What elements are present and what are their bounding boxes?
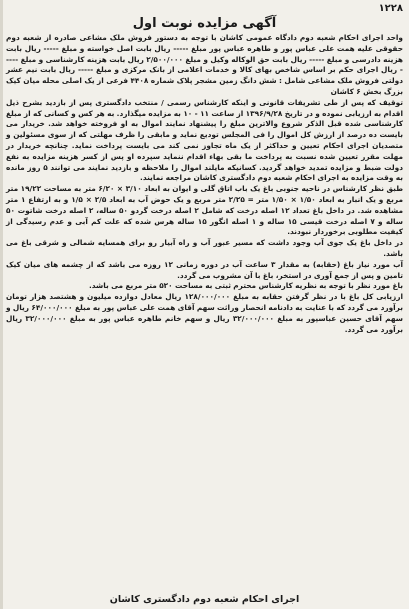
paragraph-expert-description: طبق نظر کارشناس در ناحیه جنوبی باغ یک باب اتاق گلی و ایوان به ابعاد ۳/۱۰ × ۶/۲۰ متر به مساحت ۱۹/۲۲ متر مربع و یک انبار به ابعاد ۱/۵۰ × ۱/۵۰ متر = ۲/۲۵ متر مربع و یک حوض آب به ابعاد ۲/۵ × ۱/۵ و به ارتفاع ۱ متر مشاهده شد. در داخل باغ تعداد ۱۲ اصله درخت که شامل ۲ اصله درخت گردو ۵۰ ساله، ۲ اصله درخت شاتوت ۵۰ ساله و ۷ اصله درخت قیسی ۱۵ ساله و ۱ اصله انگور ۱۵ ساله هرس شده که علت کم آبی و عدم رسیدگی از کیفیت مطلوبی برخوردار نبودند.	[6, 184, 404, 237]
page-edge	[0, 0, 3, 609]
notice-title: آگهی مزایده نوبت اول	[132, 16, 277, 31]
paragraph-water-channel: در داخل باغ یک جوی آب وجود داشت که مسیر عبور آب و راه آبیار رو برای همسایه شمالی و شرقی باغ می باشد.	[6, 238, 403, 258]
paragraph-area: باغ مورد نظر با توجه به نظریه کارشناس محترم ثبتی به مساحت ۵۲۰ متر مربع می باشد.	[89, 281, 403, 291]
notice-body	[6, 33, 403, 335]
paragraph-auction-terms: توقیف که پس از طی تشریفات قانونی و اینکه کارشناس رسمی / منتخب دادگستری پس از بازدید بشرح ذیل اقدام به ارزیابی نموده و در تاریخ ۱۳۹۶/۹/۲۸ از ساعت ۱۱ - ۱۰ به مزایده میگذارد. به هر کس و کسانی که از مبلغ کارشناسی شده قبل الذکر شروع والاترین مبلغ را پیشنهاد نمایند اموال به او فروخته خواهد شد. خریدار می بایست ده درصد از ارزش کل اموال را فی المجلس تودیع نماید و مابقی را ظرف مهلتی که از سوی مسئولین و متصدیان اجرای احکام تعیین و حداکثر از یک ماه تجاوز نمی کند می بایست پرداخت نماید. چنانچه خریدار در مهلت مقرر تعیین شده نسبت به پرداخت ما بقی بهاء اقدام ننماید سپرده او پس از کسر هزینه مزایده به نفع دولت ضبط و مزایده تمدید خواهد گردید. کسانیکه مایلند اموال را ملاحظه و بازدید نمایند می توانند ۵ روز مانده به وقت مزایده به اجرای احکام شعبه دوم دادگستری کاشان مراجعه نمایند.	[6, 97, 404, 183]
paragraph-water-rights: آب مورد نیاز باغ (حقابه) به مقدار ۳ ساعت آب در دوره زمانی ۱۲ روزه می باشد که از چشمه های میان کیک تامین و پس از جمع آوری در استخر، باغ با آن مشروب می گردد.	[6, 259, 403, 280]
paragraph-valuation: ارزیابی کل باغ با در نظر گرفتن حقابه به مبلغ ۱۲۸/۰۰۰/۰۰۰ ریال معادل دوازده میلیون و هشتصد هزار تومان برآورد می گردد که با عنایت به دادنامه انحصار وراثت سهم آقای همت علی عباس پور به مبلغ ۶۴/۰۰۰/۰۰۰ ریال و سهم آقای حسین عباسپور به مبلغ ۳۲/۰۰۰/۰۰۰ ریال و سهم خانم طاهره عباس پور به مبلغ ۳۲/۰۰۰/۰۰۰ ریال برآورد می گردد.	[6, 292, 403, 334]
footer-signature: اجرای احکام شعبه دوم دادگستری کاشان	[109, 594, 300, 605]
paragraph-intro: واحد اجرای احکام شعبه دوم دادگاه عمومی کاشان با توجه به دستور فروش ملک مشاعی صادره از شعبه دوم حقوقی علیه همت علی عباس پور و طاهره عباس پور مبلغ ----- ریال بابت اصل خواسته و مبلغ ----- ریال بابت هزینه دادرسی و مبلغ ----- ریال بابت حق الوکاله وکیل و مبلغ ۲/۵۰۰/۰۰۰ ریال بابت هزینه کارشناسی و مبلغ ----- ریال اجرای حکم بر اساس شاخص بهای کالا و خدمات اعلامی از بانک مرکزی و مبلغ ----- ریال بابت نیم عشر دولتی فروش ملک مشاعی شامل : شش دانگ زمین مشجر پلاک شماره ۴۴۰۸ فرعی از یک اصلی محله میان کیک بزرگ بخش ۶ کاشان	[6, 33, 403, 96]
ad-number: ۱۲۲۸	[378, 3, 403, 14]
